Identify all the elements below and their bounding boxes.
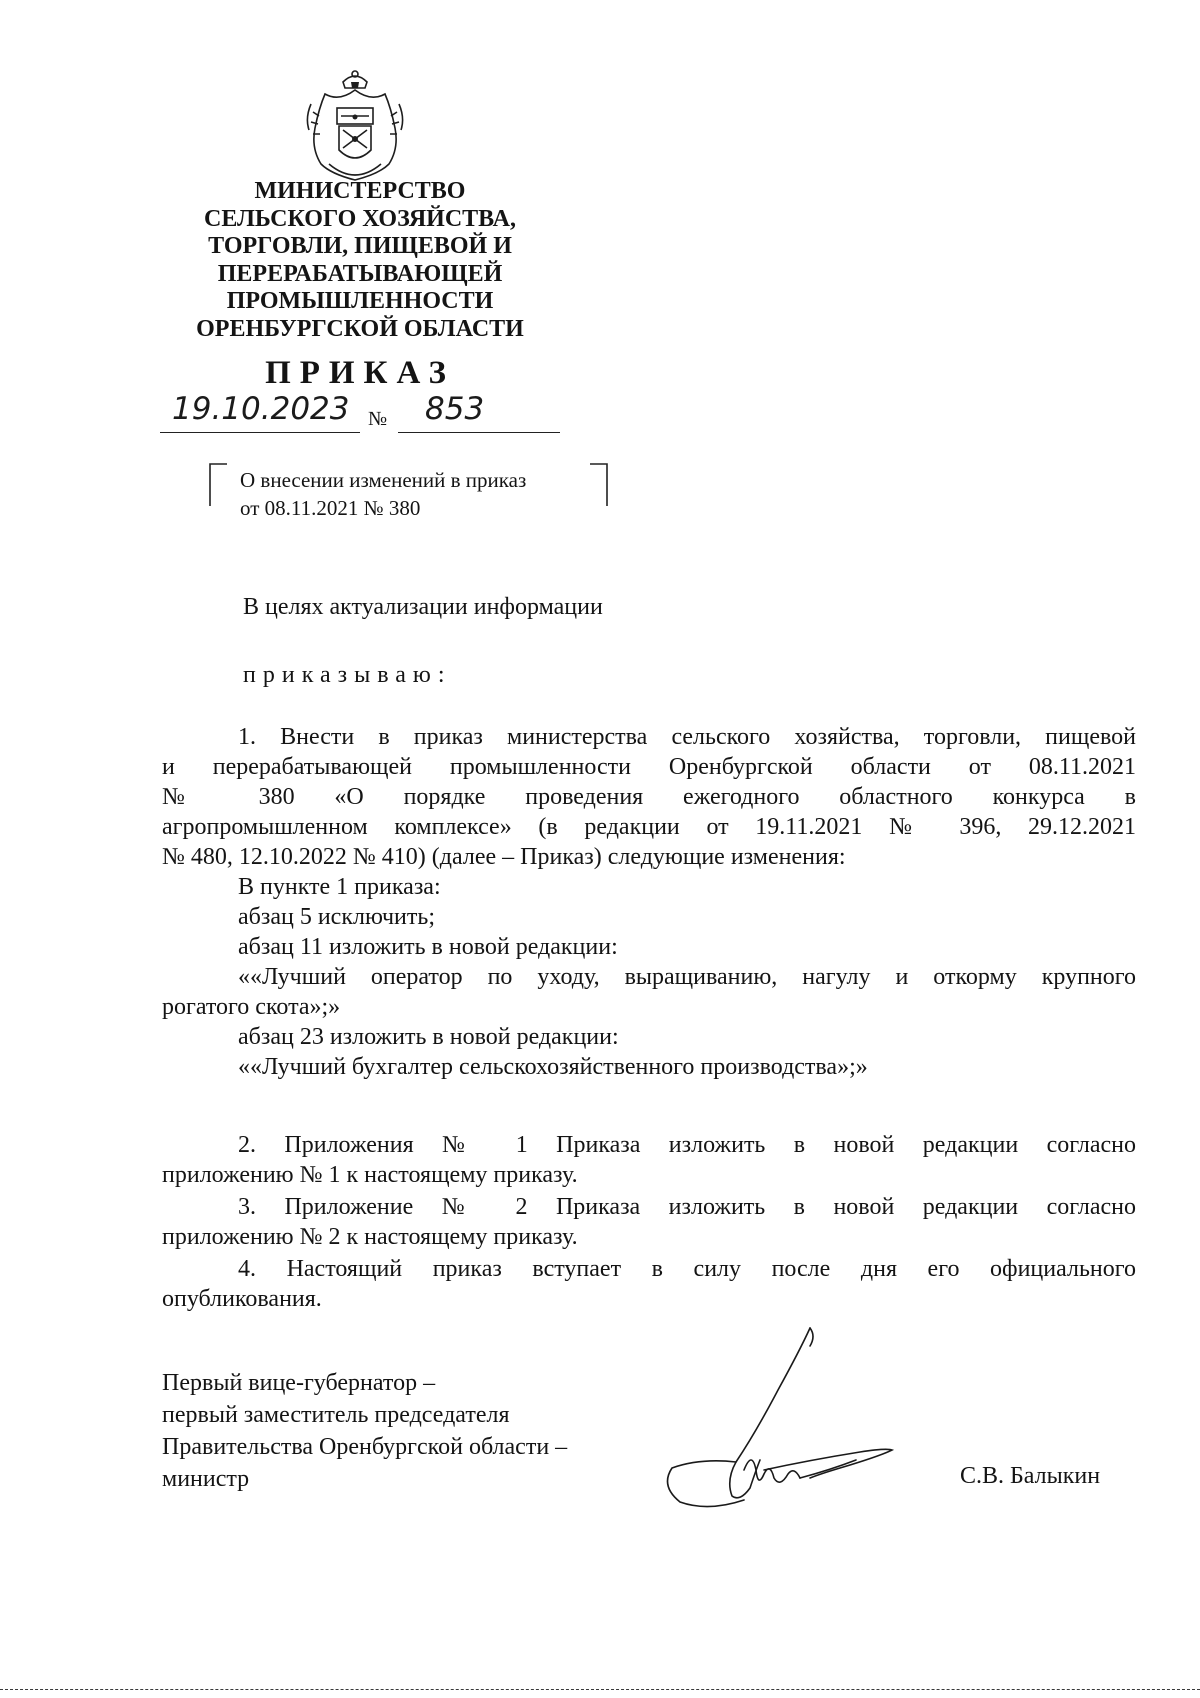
text-line: абзац 11 изложить в новой редакции: <box>238 934 618 960</box>
text-line: опубликования. <box>162 1286 322 1312</box>
text-line: 3. Приложение № 2 Приказа изложить в новой редакции согласно <box>238 1194 1136 1220</box>
text-line: № 380 «О порядке проведения ежегодного областного конкурса в <box>162 784 1136 810</box>
position-line: министр <box>162 1466 250 1492</box>
order-title: ПРИКАЗ <box>265 355 455 391</box>
order-date-handwritten: 19.10.2023 <box>172 391 350 427</box>
paragraph-1 <box>162 722 1136 1082</box>
ministry-line: ПЕРЕРАБАТЫВАЮЩЕЙ <box>217 260 503 287</box>
number-underline <box>398 432 560 433</box>
text-line: приложению № 2 к настоящему приказу. <box>162 1224 578 1250</box>
ministry-line: ТОРГОВЛИ, ПИЩЕВОЙ И <box>208 233 512 259</box>
order-subject <box>240 466 600 522</box>
text-line: ««Лучший оператор по уходу, выращиванию, нагулу и откорму крупного <box>238 964 1136 990</box>
date-underline <box>160 432 360 433</box>
page-bottom-edge <box>0 1689 1200 1690</box>
ministry-line: МИНИСТЕРСТВО <box>254 178 466 204</box>
text-line: агропромышленном комплексе» (в редакции от 19.11.2021 № 396, 29.12.2021 <box>162 814 1136 840</box>
paragraph-4 <box>162 1254 1136 1314</box>
text-line: 2. Приложения № 1 Приказа изложить в новой редакции согласно <box>238 1132 1136 1158</box>
signatory-name: С.В. Балыкин <box>960 1463 1101 1489</box>
text-line: рогатого скота»;» <box>162 994 341 1020</box>
coat-of-arms-emblem <box>305 68 405 186</box>
paragraph-3 <box>162 1192 1136 1252</box>
order-number-handwritten: 853 <box>425 391 485 427</box>
text-line: 4. Настоящий приказ вступает в силу после дня его официального <box>238 1256 1136 1282</box>
text-line: абзац 23 изложить в новой редакции: <box>238 1024 619 1050</box>
text-line: В пункте 1 приказа: <box>238 874 441 900</box>
intro-text: В целях актуализации информации <box>243 594 603 620</box>
text-line: 1. Внести в приказ министерства сельского хозяйства, торговли, пищевой <box>238 724 1136 750</box>
subject-line: от 08.11.2021 № 380 <box>240 496 421 520</box>
ministry-line: ПРОМЫШЛЕННОСТИ <box>226 288 494 314</box>
ministry-line: СЕЛЬСКОГО ХОЗЯЙСТВА, <box>203 205 517 232</box>
signatory-position <box>162 1367 682 1495</box>
handwritten-signature <box>660 1320 900 1520</box>
position-line: Первый вице-губернатор – <box>162 1370 436 1396</box>
position-line: Правительства Оренбургской области – <box>162 1434 568 1460</box>
position-line: первый заместитель председателя <box>162 1402 510 1428</box>
paragraph-2 <box>162 1130 1136 1190</box>
text-line: № 480, 12.10.2022 № 410) (далее – Приказ) следующие изменения: <box>162 844 846 870</box>
text-line: и перерабатывающей промышленности Оренбургской области от 08.11.2021 <box>162 754 1136 780</box>
order-number-label: № <box>368 408 388 430</box>
text-line: ««Лучший бухгалтер сельскохозяйственного производства»;» <box>238 1054 868 1080</box>
text-line: абзац 5 исключить; <box>238 904 436 930</box>
orders-word: приказываю: <box>243 662 452 688</box>
ministry-name <box>150 178 570 343</box>
ministry-line: ОРЕНБУРГСКОЙ ОБЛАСТИ <box>196 315 524 342</box>
text-line: приложению № 1 к настоящему приказу. <box>162 1162 578 1188</box>
subject-line: О внесении изменений в приказ <box>240 468 527 492</box>
